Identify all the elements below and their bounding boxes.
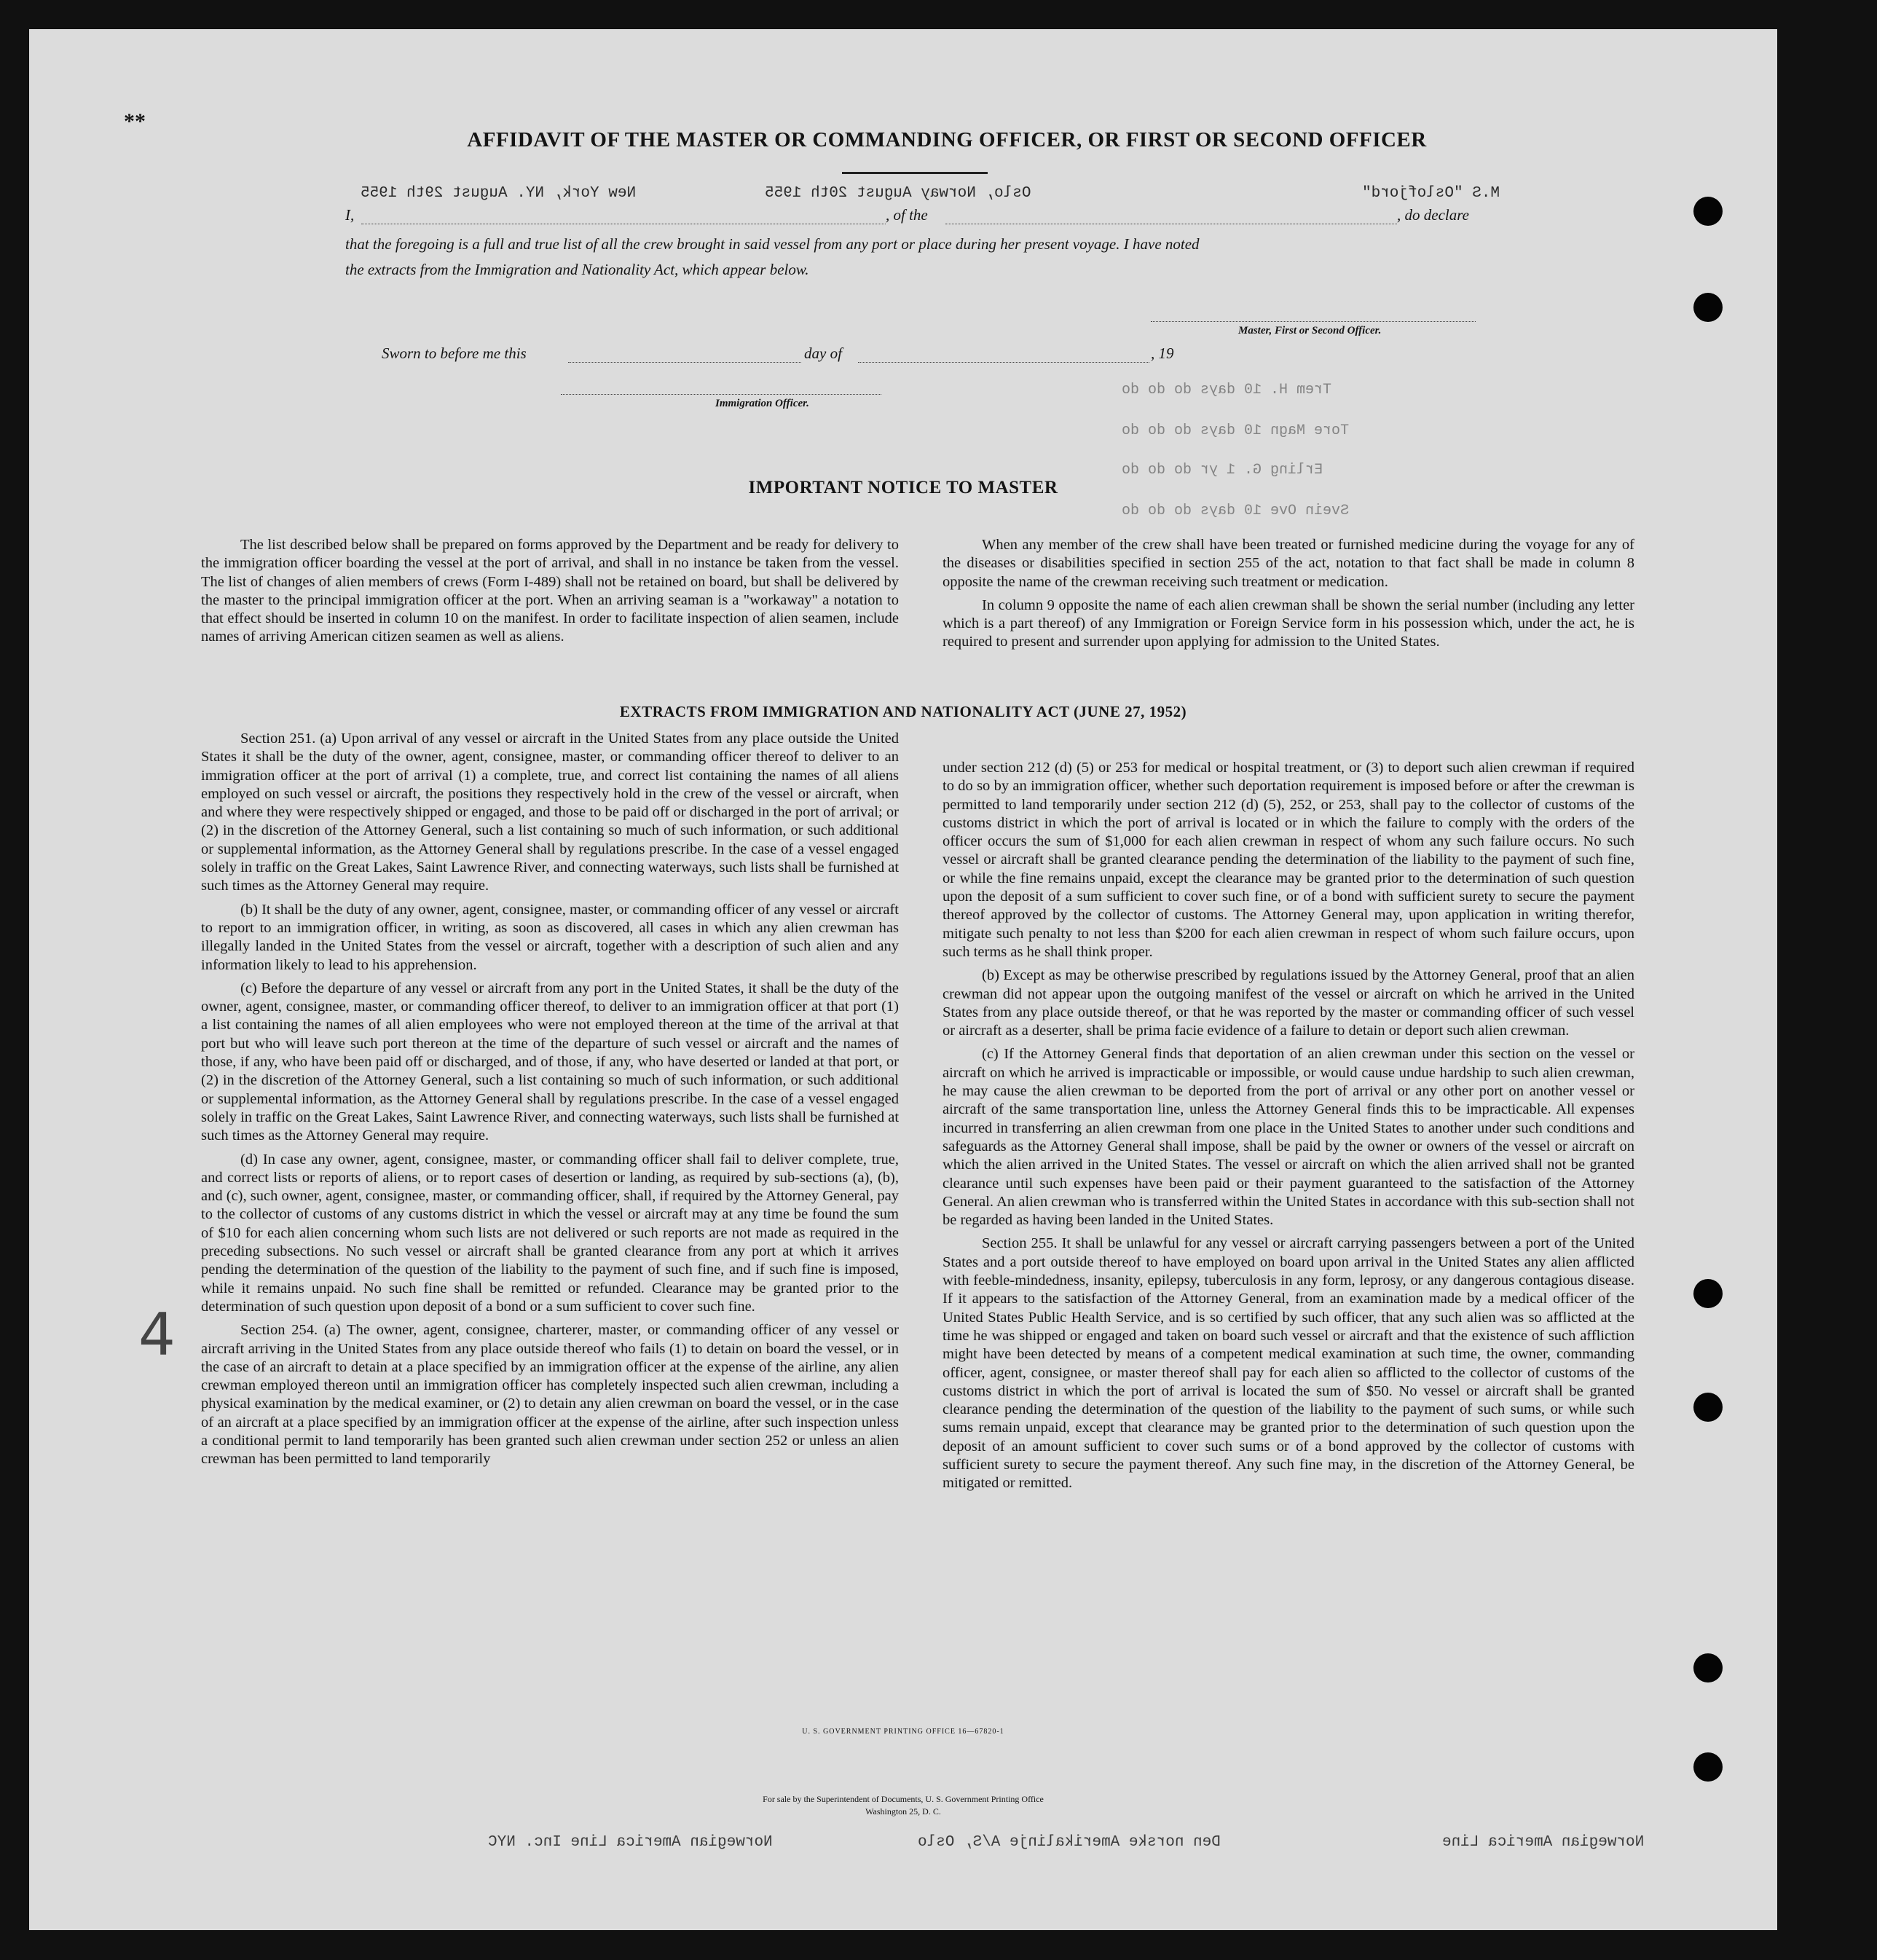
sale-notice-2: Washington 25, D. C.	[865, 1806, 941, 1817]
gpo-imprint: U. S. GOVERNMENT PRINTING OFFICE 16—67820-1	[802, 1728, 1004, 1736]
declare-of-the: , of the	[886, 206, 928, 224]
punch-hole	[1693, 293, 1723, 322]
sworn-prefix: Sworn to before me this	[382, 345, 527, 362]
typed-arrival: New York, NY. August 29th 1955	[361, 185, 637, 202]
ghost-row: Svein Ove 10 days do do do	[1122, 503, 1350, 519]
notice-right-p2: In column 9 opposite the name of each alien crewman shall be shown the serial number (including any letter which is a part thereof) of any Immigration or Foreign Service form in his possession which, under the act, he is required to present and surrender upon applying for admission to the United States.	[943, 597, 1634, 650]
stamp-left: Norwegian America Line Inc. NYC	[488, 1834, 773, 1851]
declare-line-2: that the foregoing is a full and true list of all the crew brought in said vessel from any port or place during her present voyage. I have noted	[345, 235, 1200, 253]
margin-handwritten-mark: 4	[138, 1301, 176, 1369]
section-255: Section 255. It shall be unlawful for any vessel or aircraft carrying passengers between a port of the United States and a port outside thereof to have employed on board upon arrival in the United States any alien afflicted with feeble-mindedness, insanity, epilepsy, tuberculosis in any form, leprosy, or any dangerous contagious disease. If it appears to the satisfaction of the Attorney General, from an examination made by a medical officer of the United States Public Health Service, and is so certified by such officer, that any such alien was so afflicted at the time he was shipped or engaged and taken on board such vessel or aircraft and that the existence of such affliction might have been detected by means of a competent medical examination at such time, the owner, commanding officer, agent, consignee, or master thereof shall pay for each alien so afflicted to the collector of customs of the customs district in which the port of arrival is located the sum of $50. No vessel or aircraft shall be granted clearance pending the determination of the question of the liability to the payment of such sums, or while such sums remain unpaid, except that clearance may be granted prior to the determination of such question upon the deposit of an amount sufficient to cover such sums or of a bond approved by the collector of customs with sufficient surety to secure the payment thereof. Any such fine may, in the discretion of the Attorney General, be mitigated or remitted.	[943, 1235, 1634, 1492]
sworn-19: , 19	[1151, 345, 1174, 362]
corner-mark: **	[124, 109, 146, 133]
section-251b: (b) It shall be the duty of any owner, agent, consignee, master, or commanding officer of any vessel or aircraft to report to an immigration officer, in writing, as soon as discovered, all cases in which any alien crewman has illegally landed in the United States from the vessel or aircraft, together with a description of such alien and any information likely to lead to his apprehension.	[201, 901, 899, 973]
declare-suffix: , do declare	[1397, 206, 1469, 224]
section-254a: Section 254. (a) The owner, agent, consignee, charterer, master, or commanding officer of any vessel or aircraft arriving in the United States from any place outside thereof who fails (1) to detain on board the vessel, or in the case of an aircraft to detain at a place specified by an immigration officer at the expense of the airline, any alien crewman employed thereon until an immigration officer has completely inspected such alien crewman, including a physical examination by the medical examiner, or (2) to detain any alien crewman on board the vessel, or in the case of an aircraft at a place specified by an immigration officer at the expense of the airline, after such inspection unless a conditional permit to land temporarily has been granted such alien crewman under section 252 or unless an alien crewman has been permitted to land temporarily	[201, 1322, 899, 1468]
notice-left-column	[201, 536, 899, 652]
officer-signature-blank[interactable]	[561, 393, 881, 395]
section-254c: (c) If the Attorney General finds that deportation of an alien crewman under this section on the vessel or aircraft on which he arrived is impracticable or impossible, or would cause undue hardship to such alien crewman, he may cause the alien crewman to be deported from the port of arrival or any other port on another vessel or aircraft of the same transportation line, unless the Attorney General finds this to be impracticable. All expenses incurred in transferring an alien crewman from one place in the United States to another under such conditions and safeguards as the Attorney General shall impose, shall be paid by the owner or owners of the vessel or aircraft on which the alien arrived in the United States. The vessel or aircraft on which the alien arrived shall not be granted clearance until such expenses have been paid or their payment guaranteed to the satisfaction of the Attorney General. An alien crewman who is transferred within the United States in accordance with this sub-section shall not be regarded as having been landed in the United States.	[943, 1046, 1634, 1229]
punch-hole	[1693, 197, 1723, 226]
declare-i: I,	[345, 206, 355, 224]
section-254a-continued: under section 212 (d) (5) or 253 for medical or hospital treatment, or (3) to deport such alien crewman if required to do so by an immigration officer, whether such deportation requirement is imposed before or after the crewman is permitted to land temporarily under section 212 (d) (5), 252, or 253, shall pay to the collector of customs of the customs district in which the port of arrival is located or in which the failure to comply with the orders of the officer occurs the sum of $1,000 for each alien crewman in respect of whom any such failure occurs. No such vessel or aircraft shall be granted clearance pending the determination of the liability to the payment of such fine, or while the fine remains unpaid, except the clearance may be granted prior to the determination of such question upon the deposit of a sum sufficient to cover such fine, or of a bond with sufficient surety to secure the payment thereof approved by the collector of customs. The Attorney General may, upon application in writing therefor, mitigate such penalty to not less than $200 for each alien crewman in respect of whom such failure occurs, upon such terms as he shall think proper.	[943, 760, 1634, 960]
extracts-right-column	[943, 759, 1634, 1498]
officer-caption: Immigration Officer.	[715, 398, 809, 409]
sworn-month-blank[interactable]	[858, 361, 1149, 363]
master-signature-blank[interactable]	[1151, 320, 1476, 322]
notice-heading: IMPORTANT NOTICE TO MASTER	[748, 478, 1058, 497]
punch-hole	[1693, 1653, 1723, 1682]
section-254b: (b) Except as may be otherwise prescribed by regulations issued by the Attorney General, proof that an alien crewman did not appear upon the outgoing manifest of the vessel or aircraft on which he arrived in the United States from any place outside thereof, or that he was reported by the master or commanding officer of such vessel or aircraft as a deserter, shall be prima facie evidence of a failure to detain or deport such alien crewman.	[943, 967, 1634, 1039]
section-251a: Section 251. (a) Upon arrival of any vessel or aircraft in the United States from any place outside the United States it shall be the duty of the owner, agent, consignee, master, or commanding officer thereof to deliver to an immigration officer at the port of arrival (1) a complete, true, and correct list containing the names of all aliens employed on such vessel or aircraft, the positions they respectively hold in the crew of the vessel or aircraft, when and where they were respectively shipped or engaged, and those to be paid off or discharged in the port of arrival; or (2) in the discretion of the Attorney General, such a list containing so much of such information, or such additional or supplemental information, as the Attorney General shall by regulations prescribe. In the case of a vessel engaged solely in traffic on the Great Lakes, Saint Lawrence River, and connecting waterways, such lists shall be furnished at such times as the Attorney General may require.	[201, 731, 900, 894]
notice-right-p1: When any member of the crew shall have been treated or furnished medicine during the voyage for any of the diseases or disabilities specified in section 255 of the act, notation to that fact shall be made in column 8 opposite the name of the crewman receiving such treatment or medication.	[943, 537, 1634, 590]
punch-hole	[1693, 1279, 1723, 1308]
punch-hole	[1693, 1752, 1723, 1782]
sale-notice-1: For sale by the Superintendent of Documents, U. S. Government Printing Office	[763, 1794, 1044, 1804]
typed-departure: Oslo, Norway August 20th 1955	[765, 185, 1031, 202]
ghost-row: Trem H. 10 days do do do	[1122, 382, 1332, 398]
extracts-left-column	[201, 730, 899, 1474]
ghost-row: Tore Magn 10 days do do do	[1122, 422, 1350, 439]
sworn-day-blank[interactable]	[568, 361, 801, 363]
ghost-row: Erling G. 1 yr do do do	[1122, 462, 1323, 479]
vessel-blank[interactable]	[945, 223, 1397, 224]
section-251c: (c) Before the departure of any vessel or aircraft from any port in the United States, it shall be the duty of the owner, agent, consignee, master, or commanding officer thereof, to deliver to an immigration officer at that port (1) a list containing the names of all alien employees who were not employed thereon at the time of the arrival at that port but who will leave such port thereon at the time of the departure of such vessel or aircraft and the names of those, if any, who have been paid off or discharged, and of those, if any, who have deserted or landed at that port, or (2) in the discretion of the Attorney General, such a list containing so much of such information, or such additional or supplemental information, as the Attorney General shall by regulations prescribe. In the case of a vessel engaged solely in traffic on the Great Lakes, Saint Lawrence River, and connecting waterways, such lists shall be furnished at such times as the Attorney General may require.	[201, 980, 900, 1144]
punch-hole	[1693, 1393, 1723, 1422]
document-page	[29, 29, 1777, 1930]
name-blank[interactable]	[361, 223, 886, 224]
declare-line-3: the extracts from the Immigration and Nationality Act, which appear below.	[345, 261, 809, 278]
notice-right-column	[943, 536, 1634, 657]
typed-vessel-name: M.S "Oslofjord"	[1362, 185, 1500, 202]
notice-left-text: The list described below shall be prepared on forms approved by the Department and be ready for delivery to the immigration officer boarding the vessel at the port of arrival, and shall in no instance be taken from the vessel. The list of changes of alien members of crews (Form I-489) shall not be retained on board, but shall be delivered by the master to the principal immigration officer at the port. When an arriving seaman is a "workaway" a notation to that effect should be inserted in column 10 on the manifest. In order to facilitate inspection of alien seamen, include names of arriving American citizen seamen as well as aliens.	[201, 537, 899, 645]
stamp-middle: Den norske Amerikalinje A/S, Oslo	[918, 1834, 1221, 1851]
extracts-heading: EXTRACTS FROM IMMIGRATION AND NATIONALITY ACT (JUNE 27, 1952)	[619, 703, 1187, 720]
stamp-right: Norwegian America Line	[1442, 1834, 1645, 1851]
sworn-day-of: day of	[804, 345, 842, 362]
section-251d: (d) In case any owner, agent, consignee, master, or commanding officer shall fail to deliver complete, true, and correct lists or reports of aliens, or to report cases of desertion or landing, as required by sub-sections (a), (b), and (c), such owner, agent, consignee, master, or commanding officer, shall, if required by the Attorney General, pay to the collector of customs of any customs district in which the vessel or aircraft may at any time be found the sum of $10 for each alien concerning whom such lists are not delivered or such reports are not made as required in the preceding subsections. No such vessel or aircraft shall be granted clearance from any port at which it arrives pending the determination of the question of the liability to the payment of such fine, and if such fine is imposed, while it remains unpaid. No such fine shall be remitted or refunded. Clearance may be granted prior to the determination of such question upon deposit of a bond or a sum sufficient to cover such fine.	[201, 1151, 899, 1315]
master-caption: Master, First or Second Officer.	[1238, 325, 1382, 336]
affidavit-title: AFFIDAVIT OF THE MASTER OR COMMANDING OFFICER, OR FIRST OR SECOND OFFICER	[467, 128, 1427, 151]
title-rule	[842, 172, 988, 174]
